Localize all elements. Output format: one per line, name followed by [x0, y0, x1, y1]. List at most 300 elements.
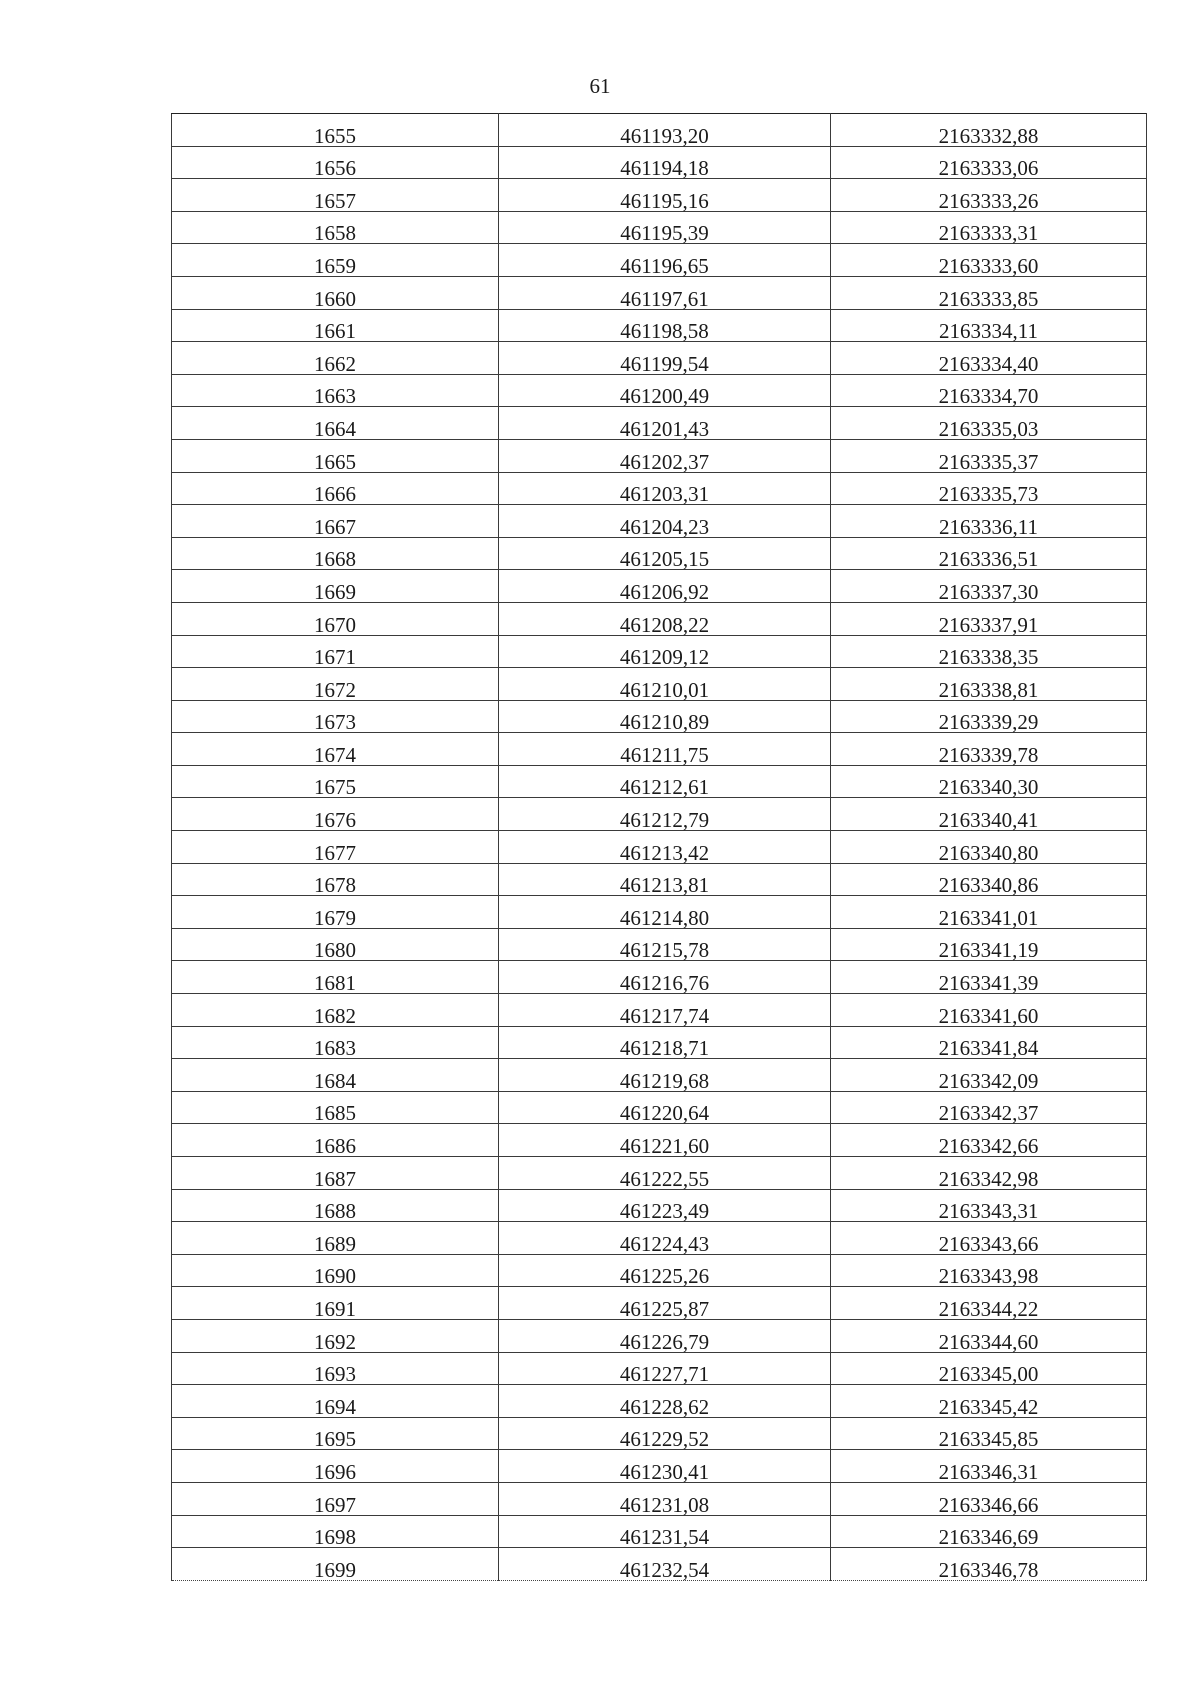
point-number-cell — [172, 146, 499, 179]
y-coordinate-cell — [831, 1417, 1147, 1450]
cell-text: 461215,78 — [619, 938, 710, 963]
cell-text: 2163341,01 — [938, 905, 1039, 930]
point-number-cell — [172, 309, 499, 342]
cell-text: 461229,52 — [619, 1427, 710, 1452]
y-coordinate-cell — [831, 831, 1147, 864]
y-coordinate-cell — [831, 439, 1147, 472]
table-row — [172, 602, 1147, 635]
cell-text: 1669 — [314, 579, 356, 604]
cell-text: 1690 — [314, 1264, 356, 1289]
point-number-cell — [172, 179, 499, 212]
x-coordinate-cell — [499, 1222, 831, 1255]
cell-text: 461210,01 — [619, 677, 710, 702]
y-coordinate-cell — [831, 928, 1147, 961]
table-row — [172, 179, 1147, 212]
point-number-cell — [172, 896, 499, 929]
cell-text: 2163333,60 — [938, 253, 1039, 278]
cell-text: 461231,54 — [619, 1525, 710, 1550]
cell-text: 461217,74 — [619, 1003, 710, 1028]
table-row — [172, 1091, 1147, 1124]
y-coordinate-cell — [831, 700, 1147, 733]
y-coordinate-cell — [831, 1385, 1147, 1418]
table-row — [172, 276, 1147, 309]
cell-text: 1655 — [314, 123, 356, 148]
x-coordinate-cell — [499, 1450, 831, 1483]
table-row — [172, 537, 1147, 570]
table-row — [172, 1157, 1147, 1190]
point-number-cell — [172, 1352, 499, 1385]
y-coordinate-cell — [831, 863, 1147, 896]
x-coordinate-cell — [499, 1352, 831, 1385]
y-coordinate-cell — [831, 1189, 1147, 1222]
x-coordinate-cell — [499, 1059, 831, 1092]
table-row — [172, 1385, 1147, 1418]
cell-text: 461212,61 — [619, 775, 710, 800]
y-coordinate-cell — [831, 1450, 1147, 1483]
cell-text: 1695 — [314, 1427, 356, 1452]
table-row — [172, 994, 1147, 1027]
cell-text: 461225,26 — [619, 1264, 710, 1289]
cell-text: 1673 — [314, 710, 356, 735]
cell-text: 1693 — [314, 1362, 356, 1387]
point-number-cell — [172, 1124, 499, 1157]
point-number-cell — [172, 114, 499, 147]
cell-text: 461202,37 — [619, 449, 710, 474]
cell-text: 2163345,00 — [938, 1362, 1039, 1387]
cell-text: 1668 — [314, 547, 356, 572]
table-row — [172, 439, 1147, 472]
x-coordinate-cell — [499, 863, 831, 896]
cell-text: 1681 — [314, 971, 356, 996]
table-row — [172, 831, 1147, 864]
cell-text: 1657 — [314, 188, 356, 213]
cell-text: 461225,87 — [619, 1296, 710, 1321]
table-row — [172, 1026, 1147, 1059]
table-row — [172, 374, 1147, 407]
table-row — [172, 668, 1147, 701]
x-coordinate-cell — [499, 831, 831, 864]
x-coordinate-cell — [499, 114, 831, 147]
cell-text: 461205,15 — [619, 547, 710, 572]
y-coordinate-cell — [831, 1482, 1147, 1515]
point-number-cell — [172, 342, 499, 375]
table-row — [172, 733, 1147, 766]
table-row — [172, 114, 1147, 147]
point-number-cell — [172, 1319, 499, 1352]
point-number-cell — [172, 1189, 499, 1222]
point-number-cell — [172, 668, 499, 701]
y-coordinate-cell — [831, 765, 1147, 798]
cell-text: 1662 — [314, 351, 356, 376]
cell-text: 1666 — [314, 482, 356, 507]
x-coordinate-cell — [499, 1091, 831, 1124]
point-number-cell — [172, 570, 499, 603]
point-number-cell — [172, 1091, 499, 1124]
y-coordinate-cell — [831, 1059, 1147, 1092]
table-row — [172, 1189, 1147, 1222]
cell-text: 2163340,80 — [938, 840, 1039, 865]
cell-text: 461209,12 — [619, 645, 710, 670]
x-coordinate-cell — [499, 472, 831, 505]
table-row — [172, 928, 1147, 961]
y-coordinate-cell — [831, 1026, 1147, 1059]
point-number-cell — [172, 1157, 499, 1190]
y-coordinate-cell — [831, 1157, 1147, 1190]
cell-text: 2163340,41 — [938, 808, 1039, 833]
y-coordinate-cell — [831, 994, 1147, 1027]
cell-text: 2163343,31 — [938, 1199, 1039, 1224]
cell-text: 1682 — [314, 1003, 356, 1028]
point-number-cell — [172, 1450, 499, 1483]
table-row — [172, 505, 1147, 538]
point-number-cell — [172, 863, 499, 896]
point-number-cell — [172, 211, 499, 244]
point-number-cell — [172, 1222, 499, 1255]
cell-text: 461203,31 — [619, 482, 710, 507]
cell-text: 461224,43 — [619, 1231, 710, 1256]
x-coordinate-cell — [499, 211, 831, 244]
cell-text: 1687 — [314, 1166, 356, 1191]
cell-text: 1686 — [314, 1134, 356, 1158]
table-row — [172, 863, 1147, 896]
table-row — [172, 1352, 1147, 1385]
y-coordinate-cell — [831, 1548, 1147, 1581]
cell-text: 2163339,29 — [938, 710, 1039, 735]
table-row — [172, 570, 1147, 603]
coordinates-table — [171, 113, 1147, 1581]
cell-text: 2163341,19 — [938, 938, 1039, 963]
cell-text: 1691 — [314, 1296, 356, 1321]
x-coordinate-cell — [499, 342, 831, 375]
point-number-cell — [172, 733, 499, 766]
cell-text: 461230,41 — [619, 1459, 710, 1484]
cell-text: 2163341,60 — [938, 1003, 1039, 1028]
cell-text: 1672 — [314, 677, 356, 702]
table-row — [172, 798, 1147, 831]
cell-text: 461226,79 — [619, 1329, 710, 1354]
cell-text: 1683 — [314, 1036, 356, 1061]
cell-text: 2163344,60 — [938, 1329, 1039, 1354]
cell-text: 2163340,86 — [938, 873, 1039, 898]
cell-text: 2163346,31 — [938, 1459, 1039, 1484]
cell-text: 2163333,85 — [938, 286, 1039, 311]
cell-text: 2163341,39 — [938, 971, 1039, 996]
y-coordinate-cell — [831, 961, 1147, 994]
x-coordinate-cell — [499, 994, 831, 1027]
x-coordinate-cell — [499, 1287, 831, 1320]
cell-text: 461197,61 — [620, 286, 709, 311]
point-number-cell — [172, 602, 499, 635]
y-coordinate-cell — [831, 733, 1147, 766]
cell-text: 1674 — [314, 742, 356, 767]
cell-text: 1698 — [314, 1525, 356, 1550]
table-row — [172, 1450, 1147, 1483]
cell-text: 461231,08 — [619, 1492, 710, 1517]
cell-text: 461194,18 — [620, 156, 709, 181]
cell-text: 1670 — [314, 612, 356, 637]
y-coordinate-cell — [831, 570, 1147, 603]
cell-text: 461222,55 — [619, 1166, 710, 1191]
cell-text: 1696 — [314, 1459, 356, 1484]
cell-text: 461232,54 — [619, 1557, 710, 1582]
table-row — [172, 700, 1147, 733]
point-number-cell — [172, 1026, 499, 1059]
cell-text: 1664 — [314, 416, 356, 441]
cell-text: 2163342,66 — [938, 1134, 1039, 1158]
x-coordinate-cell — [499, 1157, 831, 1190]
cell-text: 2163332,88 — [938, 123, 1039, 148]
x-coordinate-cell — [499, 1548, 831, 1581]
cell-text: 1688 — [314, 1199, 356, 1224]
point-number-cell — [172, 1515, 499, 1548]
y-coordinate-cell — [831, 798, 1147, 831]
y-coordinate-cell — [831, 211, 1147, 244]
y-coordinate-cell — [831, 114, 1147, 147]
point-number-cell — [172, 276, 499, 309]
point-number-cell — [172, 439, 499, 472]
y-coordinate-cell — [831, 1254, 1147, 1287]
cell-text: 461214,80 — [619, 905, 710, 930]
x-coordinate-cell — [499, 146, 831, 179]
cell-text: 1667 — [314, 514, 356, 539]
x-coordinate-cell — [499, 407, 831, 440]
cell-text: 461201,43 — [619, 416, 710, 441]
x-coordinate-cell — [499, 928, 831, 961]
coordinates-table-body — [172, 114, 1147, 1581]
table-row — [172, 961, 1147, 994]
cell-text: 1676 — [314, 808, 356, 833]
cell-text: 461193,20 — [620, 123, 709, 148]
point-number-cell — [172, 1059, 499, 1092]
y-coordinate-cell — [831, 179, 1147, 212]
y-coordinate-cell — [831, 668, 1147, 701]
cell-text: 2163333,26 — [938, 188, 1039, 213]
table-row — [172, 146, 1147, 179]
table-row — [172, 1124, 1147, 1157]
x-coordinate-cell — [499, 1124, 831, 1157]
point-number-cell — [172, 537, 499, 570]
cell-text: 2163337,30 — [938, 579, 1039, 604]
y-coordinate-cell — [831, 1319, 1147, 1352]
cell-text: 2163335,03 — [938, 416, 1039, 441]
y-coordinate-cell — [831, 505, 1147, 538]
cell-text: 1671 — [314, 645, 356, 670]
point-number-cell — [172, 1287, 499, 1320]
cell-text: 461195,39 — [620, 221, 709, 246]
cell-text: 461223,49 — [619, 1199, 710, 1224]
point-number-cell — [172, 407, 499, 440]
y-coordinate-cell — [831, 374, 1147, 407]
cell-text: 1684 — [314, 1068, 356, 1093]
y-coordinate-cell — [831, 342, 1147, 375]
table-row — [172, 1287, 1147, 1320]
cell-text: 2163343,66 — [938, 1231, 1039, 1256]
cell-text: 1679 — [314, 905, 356, 930]
point-number-cell — [172, 1482, 499, 1515]
x-coordinate-cell — [499, 276, 831, 309]
cell-text: 461204,23 — [619, 514, 710, 539]
point-number-cell — [172, 1254, 499, 1287]
y-coordinate-cell — [831, 146, 1147, 179]
cell-text: 1678 — [314, 873, 356, 898]
x-coordinate-cell — [499, 439, 831, 472]
y-coordinate-cell — [831, 1287, 1147, 1320]
x-coordinate-cell — [499, 1319, 831, 1352]
cell-text: 1661 — [314, 319, 356, 344]
cell-text: 461206,92 — [619, 579, 710, 604]
cell-text: 461213,81 — [619, 873, 710, 898]
table-row — [172, 1482, 1147, 1515]
cell-text: 1665 — [314, 449, 356, 474]
table-row — [172, 244, 1147, 277]
cell-text: 2163343,98 — [938, 1264, 1039, 1289]
cell-text: 2163334,11 — [939, 319, 1038, 344]
page-number: 61 — [589, 74, 611, 98]
y-coordinate-cell — [831, 537, 1147, 570]
cell-text: 461210,89 — [619, 710, 710, 735]
y-coordinate-cell — [831, 244, 1147, 277]
table-row — [172, 309, 1147, 342]
point-number-cell — [172, 994, 499, 1027]
table-row — [172, 1254, 1147, 1287]
cell-text: 2163341,84 — [938, 1036, 1039, 1061]
table-row — [172, 896, 1147, 929]
cell-text: 1685 — [314, 1101, 356, 1126]
x-coordinate-cell — [499, 765, 831, 798]
point-number-cell — [172, 505, 499, 538]
point-number-cell — [172, 374, 499, 407]
table-row — [172, 1417, 1147, 1450]
cell-text: 2163337,91 — [938, 612, 1039, 637]
cell-text: 2163334,40 — [938, 351, 1039, 376]
cell-text: 2163336,11 — [939, 514, 1038, 539]
cell-text: 461227,71 — [619, 1362, 710, 1387]
cell-text: 2163333,06 — [938, 156, 1039, 181]
y-coordinate-cell — [831, 896, 1147, 929]
table-row — [172, 765, 1147, 798]
x-coordinate-cell — [499, 505, 831, 538]
table-row — [172, 342, 1147, 375]
y-coordinate-cell — [831, 635, 1147, 668]
cell-text: 2163346,69 — [938, 1525, 1039, 1550]
cell-text: 2163346,78 — [938, 1557, 1039, 1582]
x-coordinate-cell — [499, 798, 831, 831]
x-coordinate-cell — [499, 635, 831, 668]
cell-text: 2163345,42 — [938, 1394, 1039, 1419]
cell-text: 1675 — [314, 775, 356, 800]
x-coordinate-cell — [499, 1254, 831, 1287]
x-coordinate-cell — [499, 179, 831, 212]
x-coordinate-cell — [499, 244, 831, 277]
cell-text: 1699 — [314, 1557, 356, 1582]
point-number-cell — [172, 961, 499, 994]
cell-text: 461195,16 — [620, 188, 709, 213]
x-coordinate-cell — [499, 1417, 831, 1450]
cell-text: 2163344,22 — [938, 1296, 1039, 1321]
cell-text: 461208,22 — [619, 612, 710, 637]
cell-text: 461228,62 — [619, 1394, 710, 1419]
x-coordinate-cell — [499, 733, 831, 766]
y-coordinate-cell — [831, 309, 1147, 342]
cell-text: 2163339,78 — [938, 742, 1039, 767]
x-coordinate-cell — [499, 1189, 831, 1222]
point-number-cell — [172, 244, 499, 277]
table-row — [172, 1319, 1147, 1352]
cell-text: 1660 — [314, 286, 356, 311]
cell-text: 1692 — [314, 1329, 356, 1354]
cell-text: 2163342,98 — [938, 1166, 1039, 1191]
y-coordinate-cell — [831, 1124, 1147, 1157]
cell-text: 2163334,70 — [938, 384, 1039, 409]
cell-text: 461221,60 — [619, 1134, 710, 1158]
cell-text: 1659 — [314, 253, 356, 278]
table-row — [172, 1548, 1147, 1581]
x-coordinate-cell — [499, 896, 831, 929]
cell-text: 461219,68 — [619, 1068, 710, 1093]
cell-text: 1689 — [314, 1231, 356, 1256]
cell-text: 461212,79 — [619, 808, 710, 833]
table-row — [172, 1059, 1147, 1092]
point-number-cell — [172, 700, 499, 733]
table-row — [172, 472, 1147, 505]
point-number-cell — [172, 928, 499, 961]
y-coordinate-cell — [831, 276, 1147, 309]
table-row — [172, 635, 1147, 668]
table-row — [172, 1515, 1147, 1548]
cell-text: 461218,71 — [619, 1036, 710, 1061]
cell-text: 2163340,30 — [938, 775, 1039, 800]
x-coordinate-cell — [499, 668, 831, 701]
x-coordinate-cell — [499, 1026, 831, 1059]
x-coordinate-cell — [499, 961, 831, 994]
cell-text: 2163338,81 — [938, 677, 1039, 702]
cell-text: 2163346,66 — [938, 1492, 1039, 1517]
x-coordinate-cell — [499, 537, 831, 570]
cell-text: 461213,42 — [619, 840, 710, 865]
x-coordinate-cell — [499, 309, 831, 342]
y-coordinate-cell — [831, 1352, 1147, 1385]
cell-text: 2163342,09 — [938, 1068, 1039, 1093]
cell-text: 461198,58 — [620, 319, 709, 344]
cell-text: 2163342,37 — [938, 1101, 1039, 1126]
table-row — [172, 1222, 1147, 1255]
cell-text: 2163338,35 — [938, 645, 1039, 670]
table-row — [172, 407, 1147, 440]
cell-text: 461199,54 — [620, 351, 709, 376]
cell-text: 2163333,31 — [938, 221, 1039, 246]
cell-text: 461200,49 — [619, 384, 710, 409]
cell-text: 2163335,37 — [938, 449, 1039, 474]
cell-text: 1656 — [314, 156, 356, 181]
y-coordinate-cell — [831, 1222, 1147, 1255]
x-coordinate-cell — [499, 1385, 831, 1418]
point-number-cell — [172, 1385, 499, 1418]
cell-text: 2163336,51 — [938, 547, 1039, 572]
point-number-cell — [172, 1548, 499, 1581]
cell-text: 1658 — [314, 221, 356, 246]
y-coordinate-cell — [831, 407, 1147, 440]
y-coordinate-cell — [831, 1515, 1147, 1548]
cell-text: 1697 — [314, 1492, 356, 1517]
cell-text: 461216,76 — [619, 971, 710, 996]
cell-text: 1663 — [314, 384, 356, 409]
x-coordinate-cell — [499, 1515, 831, 1548]
x-coordinate-cell — [499, 1482, 831, 1515]
point-number-cell — [172, 635, 499, 668]
point-number-cell — [172, 765, 499, 798]
table-row — [172, 211, 1147, 244]
cell-text: 461196,65 — [620, 253, 709, 278]
